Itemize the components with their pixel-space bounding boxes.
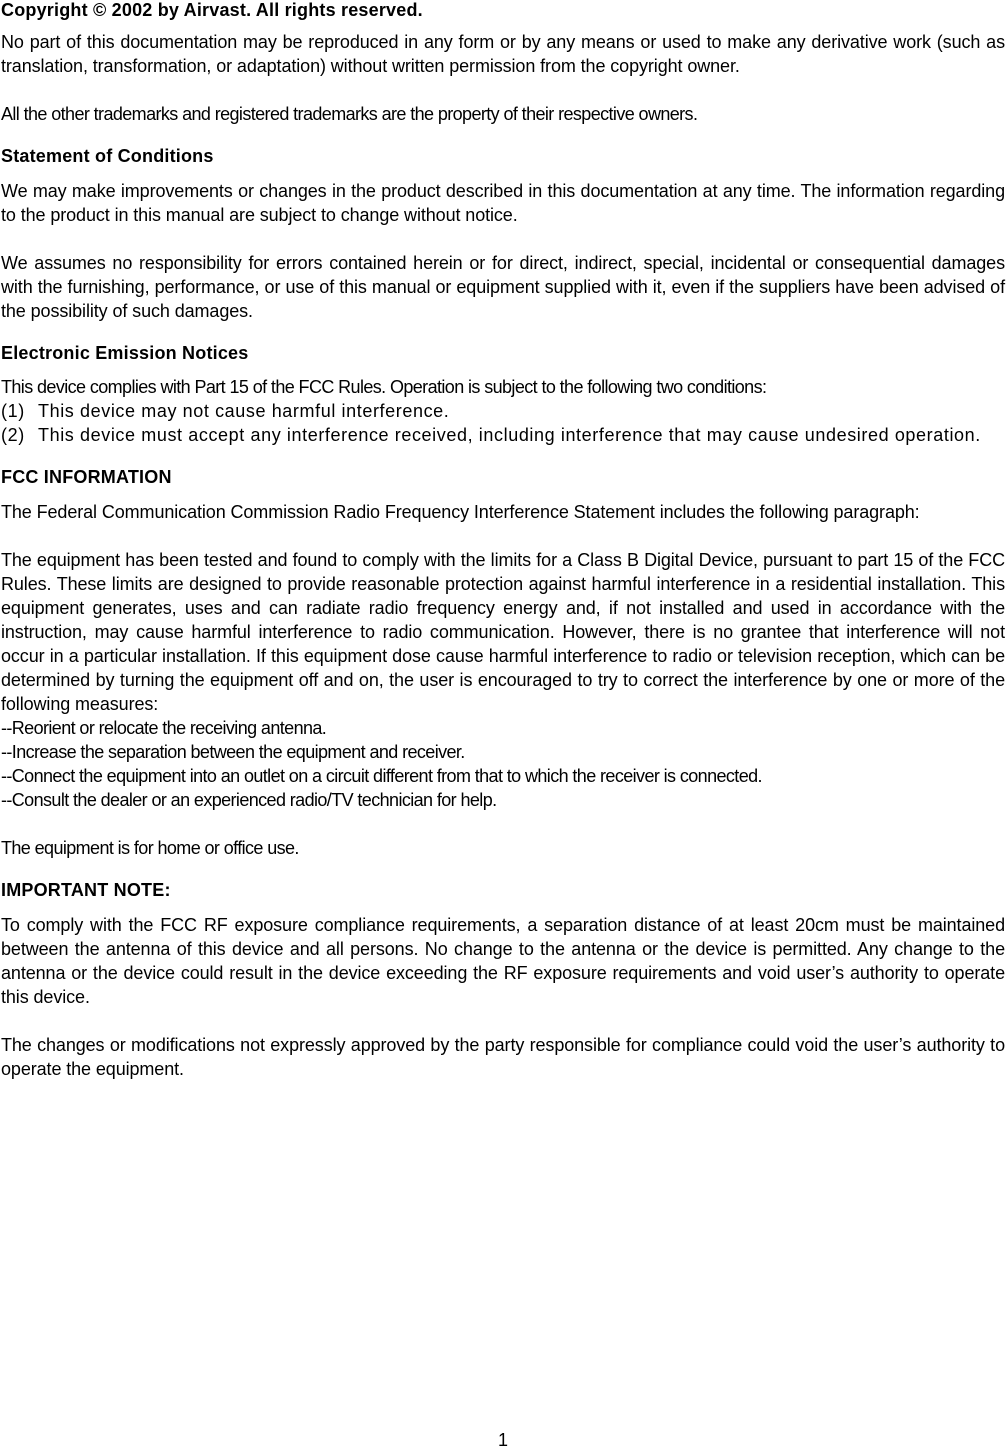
condition-number: (1) [1,401,25,421]
important-paragraph-2: The changes or modifications not expressly approved by the party responsible for compliance could void the user’s authority to operate the equipment. [1,1035,1005,1079]
emission-heading: Electronic Emission Notices [1,343,249,363]
fcc-measure-item: --Increase the separation between the equipment and receiver. [1,742,465,762]
fcc-measure-item: --Consult the dealer or an experienced radio/TV technician for help. [1,790,497,810]
important-paragraph-1: To comply with the FCC RF exposure compliance requirements, a separation distance of at least 20cm must be maintained between the antenna of this device and all persons. No change to the antenna or the device is permitted. Any change to the antenna or the device could result in the device exceeding the RF exposure requirements and void user’s authority to operate this device. [1,915,1005,1007]
important-heading: IMPORTANT NOTE: [1,880,171,900]
fcc-paragraph-2: The equipment has been tested and found to comply with the limits for a Class B Digital Device, pursuant to part 15 of the FCC Rules. These limits are designed to provide reasonable protection against harmful interference in a residential installation. This equipment generates, uses and can radiate radio frequency energy and, if not installed and used in accordance with the instruction, may cause harmful interference to radio communication. However, there is no grantee that interference will not occur in a particular installation. If this equipment dose cause harmful interference to radio or television reception, which can be determined by turning the equipment off and on, the user is encouraged to try to correct the interference by one or more of the following measures: [1,550,1005,714]
emission-condition-item [1,399,1005,423]
emission-intro: This device complies with Part 15 of the FCC Rules. Operation is subject to the following two conditions: [1,377,767,397]
copyright-paragraph-1: No part of this documentation may be reproduced in any form or by any means or used to make any derivative work (such as translation, transformation, or adaptation) without written permission from the copyright owner. [1,32,1005,76]
statement-heading: Statement of Conditions [1,146,214,166]
copyright-heading: Copyright © 2002 by Airvast. All rights reserved. [1,0,423,20]
fcc-paragraph-1: The Federal Communication Commission Radio Frequency Interference Statement includes the following paragraph: [1,502,920,522]
fcc-paragraph-3: The equipment is for home or office use. [1,838,299,858]
copyright-paragraph-2: All the other trademarks and registered trademarks are the property of their respective owners. [1,104,698,124]
statement-paragraph-2: We assumes no responsibility for errors contained herein or for direct, indirect, special, incidental or consequential damages with the furnishing, performance, or use of this manual or equipment supplied with it, even if the suppliers have been advised of the possibility of such damages. [1,253,1005,321]
condition-text: This device may not cause harmful interference. [38,401,450,421]
statement-paragraph-1: We may make improvements or changes in the product described in this documentation at any time. The information regarding to the product in this manual are subject to change without notice. [1,181,1005,225]
condition-number: (2) [1,425,25,445]
fcc-heading: FCC INFORMATION [1,467,172,487]
emission-condition-item [1,423,1005,447]
fcc-measure-item: --Connect the equipment into an outlet on a circuit different from that to which the receiver is connected. [1,766,762,786]
fcc-measures-list [1,716,1005,812]
page-number: 1 [497,1430,508,1450]
emission-conditions-list [1,399,1005,447]
condition-text: This device must accept any interference received, including interference that may cause undesired operation. [38,425,981,445]
fcc-measure-item: --Reorient or relocate the receiving antenna. [1,718,327,738]
